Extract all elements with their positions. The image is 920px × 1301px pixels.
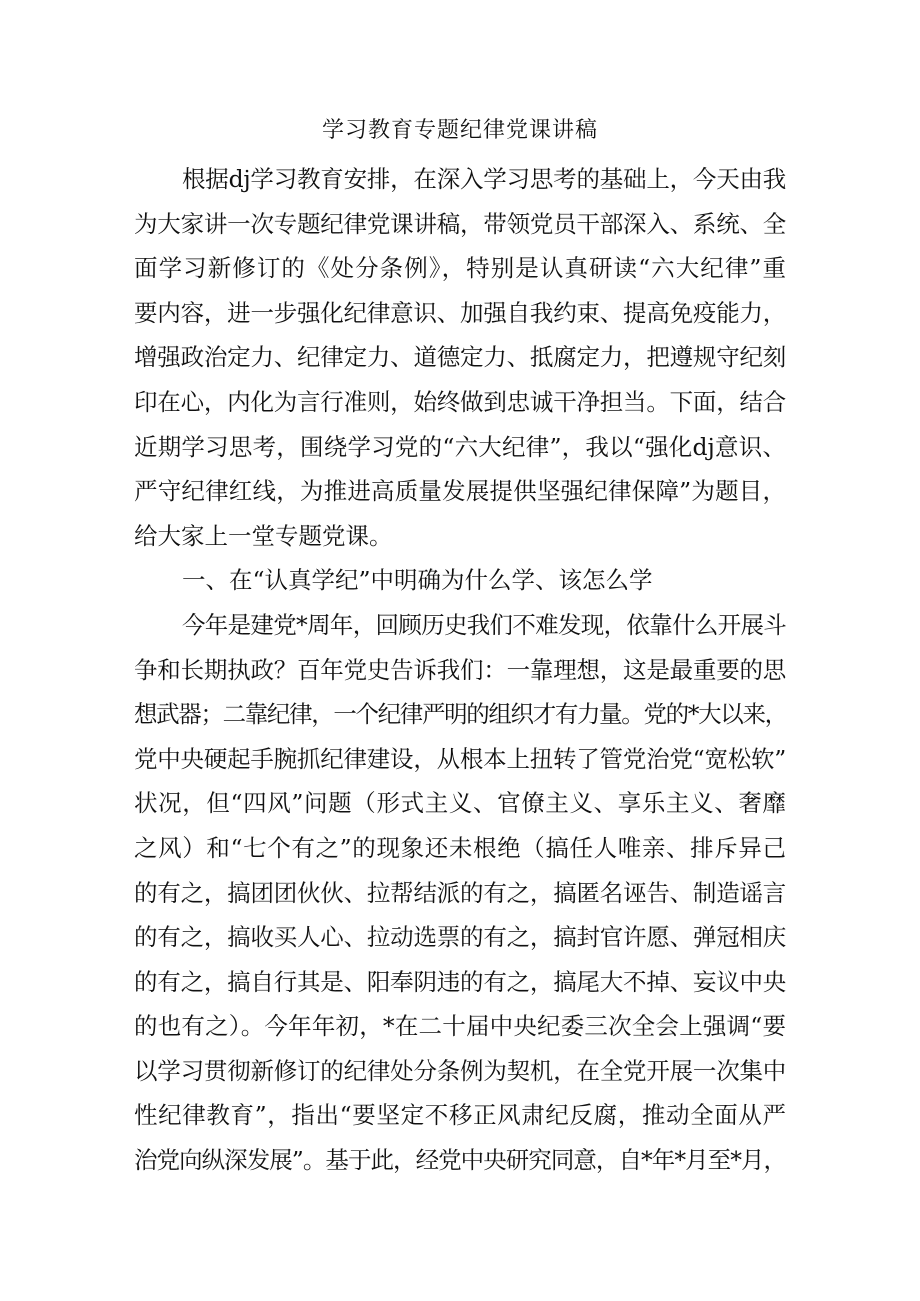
text-line: 之风）和“七个有之”的现象还未根绝（搞任人唯亲、排斥异己	[134, 833, 786, 862]
section-heading-text: 一、在“认真学纪”中明确为什么学、该怎么学	[182, 566, 653, 595]
text-line: 面学习新修订的《处分条例》，特别是认真研读“六大纪律”重	[134, 254, 786, 283]
text-line: 争和长期执政？百年党史告诉我们：一靠理想，这是最重要的思	[134, 655, 786, 684]
text-line: 的有之，搞团团伙伙、拉帮结派的有之，搞匿名诬告、制造谣言	[134, 878, 786, 907]
text-line: 想武器；二靠纪律，一个纪律严明的组织才有力量。党的*大以来，	[134, 700, 787, 729]
document-body	[134, 157, 786, 1183]
text-line: 近期学习思考，围绕学习党的“六大纪律”，我以“强化dj意识、	[134, 432, 786, 461]
text-line: 以学习贯彻新修订的纪律处分条例为契机，在全党开展一次集中	[134, 1056, 786, 1085]
text-line: 状况，但“四风”问题（形式主义、官僚主义、享乐主义、奢靡	[134, 789, 786, 818]
text-line: 性纪律教育”，指出“要坚定不移正风肃纪反腐，推动全面从严	[134, 1101, 786, 1130]
text-line: 的有之，搞自行其是、阳奉阴违的有之，搞尾大不掉、妄议中央	[134, 967, 786, 996]
text-line: 的有之，搞收买人心、拉动选票的有之，搞封官许愿、弹冠相庆	[134, 923, 786, 952]
text-line: 治党向纵深发展”。基于此，经党中央研究同意，自*年*月至*月，	[134, 1146, 786, 1175]
document-title: 学习教育专题纪律党课讲稿	[321, 118, 598, 143]
text-line: 党中央硬起手腕抓纪律建设，从根本上扭转了管党治党“宽松软”	[134, 744, 786, 773]
text-line: 根据dj学习教育安排，在深入学习思考的基础上，今天由我	[182, 165, 786, 193]
text-line: 严守纪律红线，为推进高质量发展提供坚强纪律保障”为题目，	[134, 477, 786, 506]
text-line: 给大家上一堂专题党课。	[134, 521, 393, 550]
text-line: 今年是建党*周年，回顾历史我们不难发现，依靠什么开展斗	[182, 610, 786, 639]
paragraph-history	[134, 603, 786, 1183]
text-line: 为大家讲一次专题纪律党课讲稿，带领党员干部深入、系统、全	[134, 209, 786, 238]
text-line: 增强政治定力、纪律定力、道德定力、抵腐定力，把遵规守纪刻	[134, 343, 786, 372]
text-line: 印在心，内化为言行准则，始终做到忠诚干净担当。下面，结合	[134, 387, 786, 416]
text-line: 的也有之）。今年年初，*在二十届中央纪委三次全会上强调“要	[134, 1012, 786, 1041]
paragraph-intro	[134, 157, 786, 558]
section-heading-1	[134, 558, 786, 603]
text-line: 要内容，进一步强化纪律意识、加强自我约束、提高免疫能力，	[134, 298, 786, 327]
